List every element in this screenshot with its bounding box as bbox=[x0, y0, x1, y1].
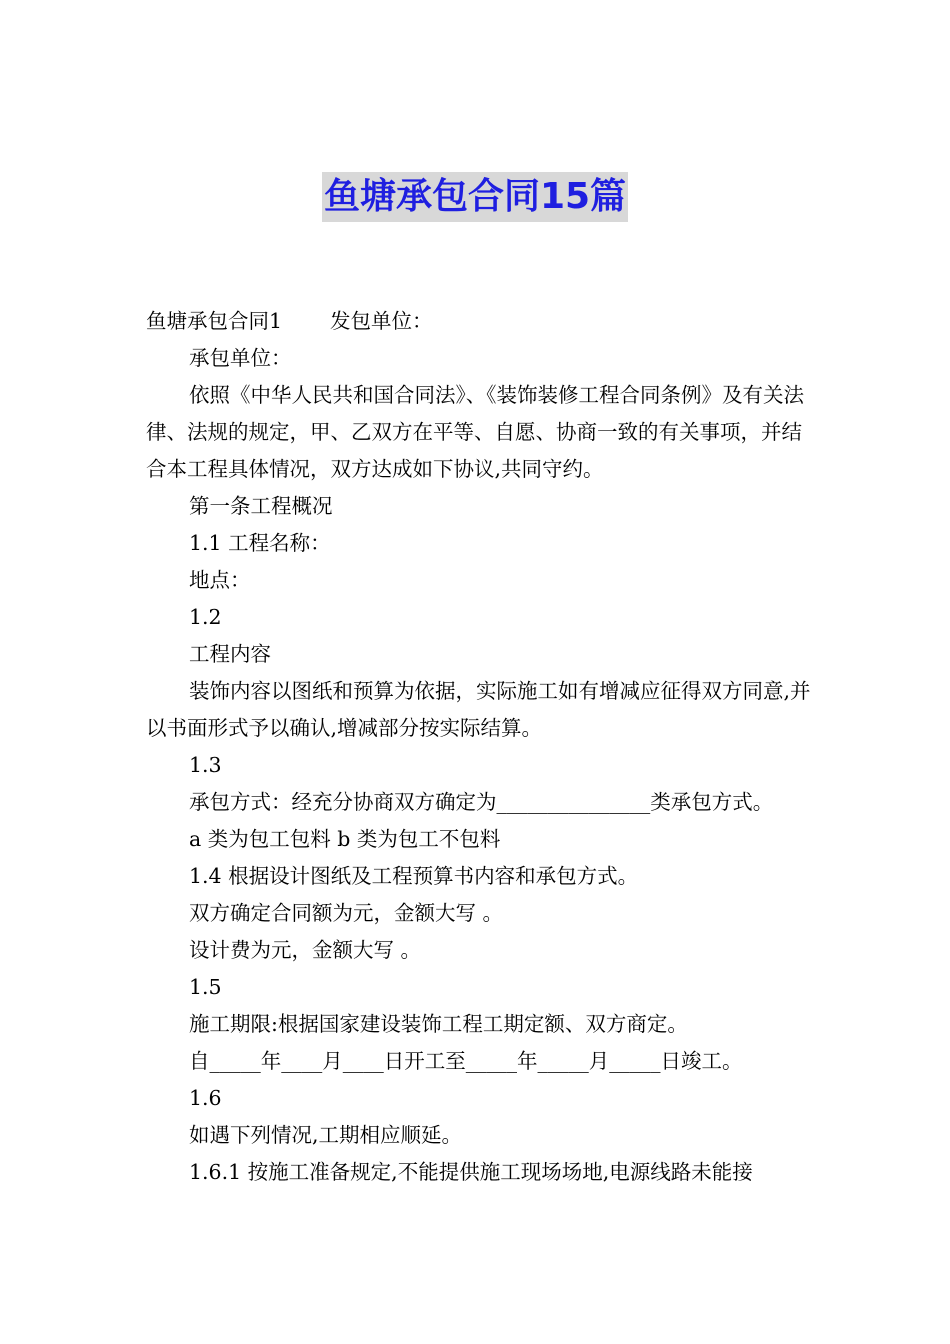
delay-line: 如遇下列情况,工期相应顺延。 bbox=[189, 1123, 463, 1147]
mode-types-line: a 类为包工包料 b 类为包工不包料 bbox=[189, 827, 501, 851]
design-fee-line: 设计费为元，金额大写 。 bbox=[189, 938, 422, 962]
location-label: 地点： bbox=[189, 568, 251, 592]
contractor-label: 承包单位： bbox=[189, 346, 292, 370]
item-1-5: 1.5 bbox=[189, 975, 222, 999]
item-1-4: 1.4 根据设计图纸及工程预算书内容和承包方式。 bbox=[189, 864, 639, 888]
item-1-1: 1.1 工程名称： bbox=[189, 531, 331, 555]
item-1-3: 1.3 bbox=[189, 753, 222, 777]
preamble-paragraph: 依照《中华人民共和国合同法》、《装饰装修工程合同条例》及有关法律、法规的规定，甲、乙双方在平等、自愿、协商一致的有关事项，并结合本工程具体情况，双方达成如下协议,共同守约。 bbox=[146, 383, 804, 481]
document-body bbox=[146, 303, 816, 1191]
item-1-6-1: 1.6.1 按施工准备规定,不能提供施工现场场地,电源线路未能接 bbox=[189, 1160, 753, 1184]
scope-label: 工程内容 bbox=[189, 642, 271, 666]
item-1-2: 1.2 bbox=[189, 605, 222, 629]
heading-line bbox=[146, 303, 816, 340]
contract-mode-line: 承包方式：经充分协商双方确定为_______________类承包方式。 bbox=[189, 790, 774, 814]
scope-paragraph: 装饰内容以图纸和预算为依据，实际施工如有增减应征得双方同意,并以书面形式予以确认,增减部分按实际结算。 bbox=[146, 679, 811, 740]
item-1-6: 1.6 bbox=[189, 1086, 222, 1110]
employer-label: 发包单位： bbox=[330, 309, 433, 333]
title-container bbox=[0, 172, 950, 222]
document-title: 鱼塘承包合同15篇 bbox=[322, 172, 628, 222]
article-heading: 第一条工程概况 bbox=[189, 494, 333, 518]
period-line: 施工期限:根据国家建设装饰工程工期定额、双方商定。 bbox=[189, 1012, 688, 1036]
section-heading: 鱼塘承包合同1 bbox=[146, 309, 283, 333]
dates-line: 自_____年____月____日开工至_____年_____月_____日竣工。 bbox=[189, 1049, 743, 1073]
contract-amount-line: 双方确定合同额为元，金额大写 。 bbox=[189, 901, 504, 925]
